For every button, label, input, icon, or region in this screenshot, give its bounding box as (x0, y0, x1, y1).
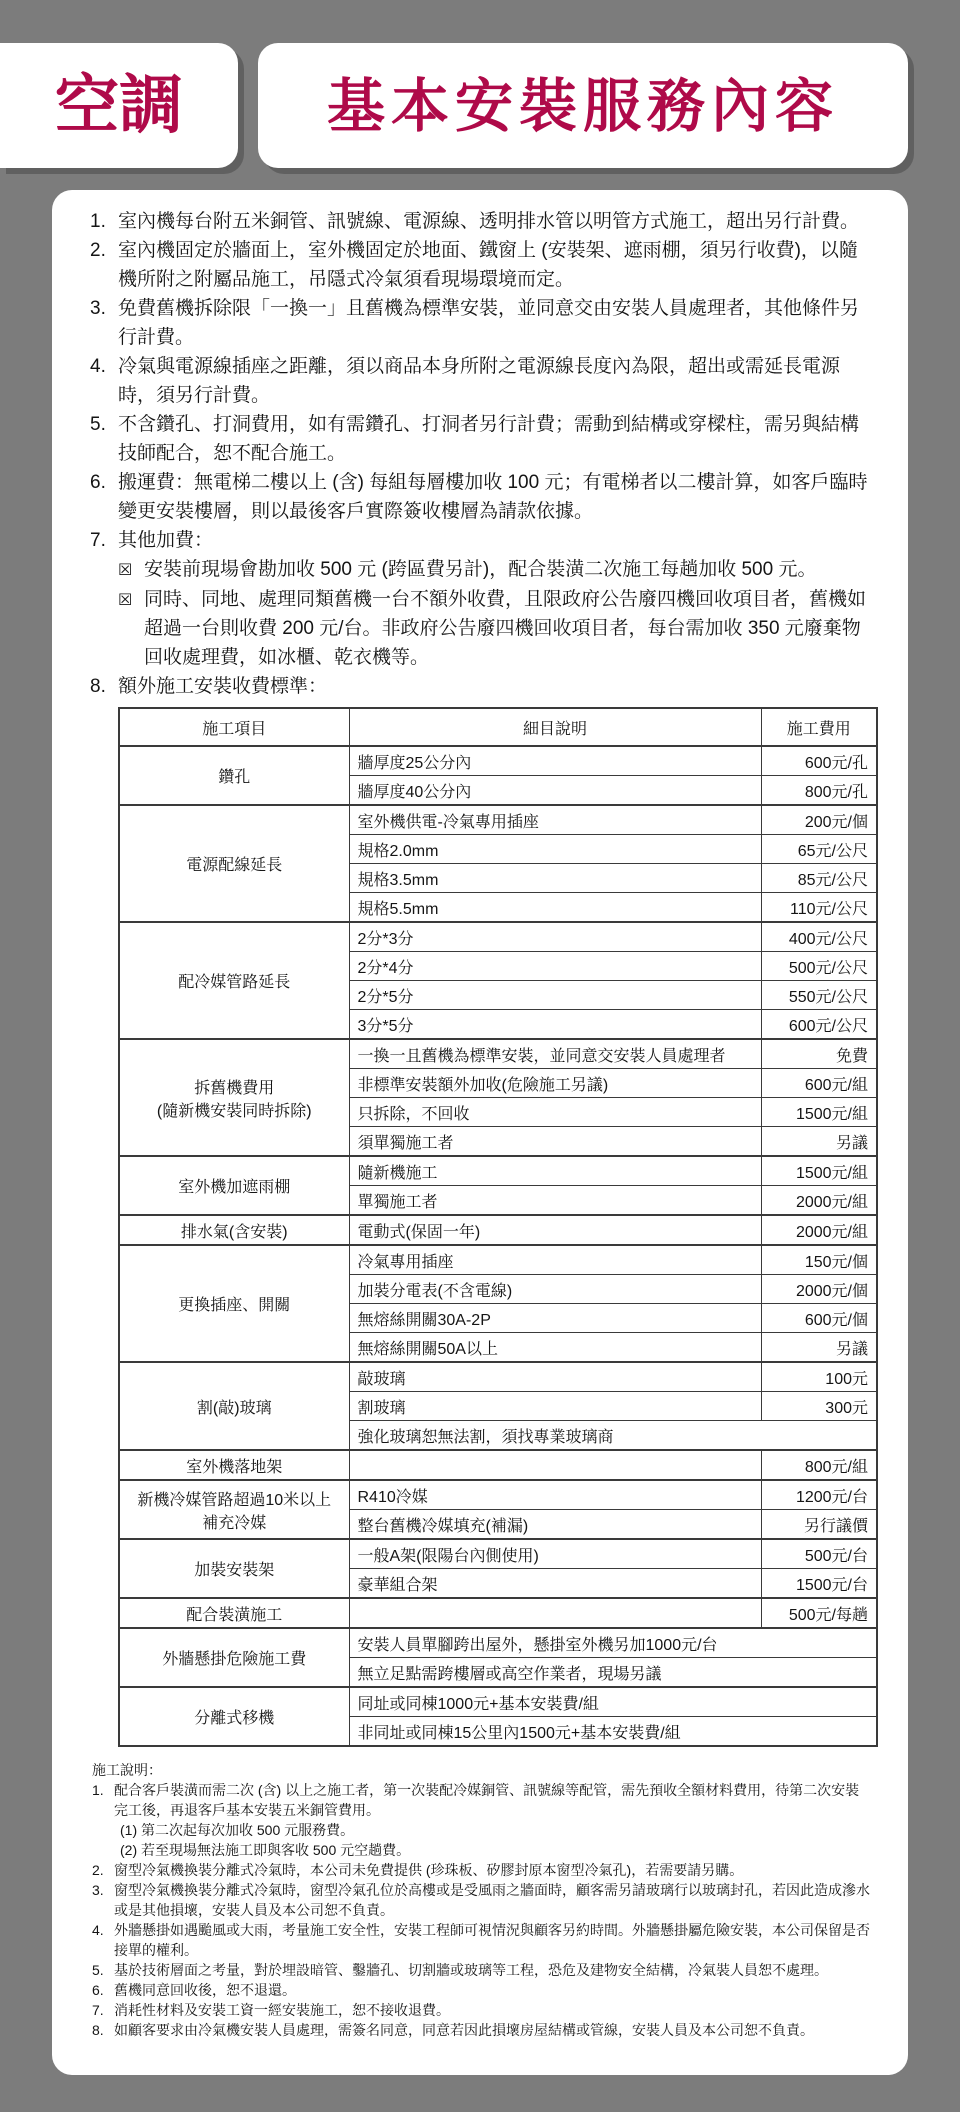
desc-cell: 3分*5分 (349, 1010, 761, 1040)
category-badge (0, 43, 238, 168)
item-label: 分離式移機 (194, 1710, 275, 1727)
fee-cell: 110元/公尺 (761, 893, 877, 923)
fee-cell: 65元/公尺 (761, 835, 877, 864)
desc-cell: 電動式(保固一年) (349, 1215, 761, 1245)
note-item-5 (92, 1960, 872, 1980)
fee-cell: 500元/公尺 (761, 952, 877, 981)
desc-cell: 隨新機施工 (349, 1156, 761, 1186)
term-number: 8. (90, 676, 106, 697)
note-number: 1. (92, 1782, 104, 1798)
item-cell (119, 1480, 349, 1539)
note-subline: (1) 第二次起每次加收 500 元服務費。 (120, 1822, 355, 1838)
desc-fee-merged-cell: 安裝人員單腳跨出屋外，懸掛室外機另加1000元/台 (349, 1628, 877, 1658)
page-title: 基本安裝服務內容 (326, 71, 839, 140)
note-number: 6. (92, 1982, 104, 1998)
fee-cell: 2000元/組 (761, 1186, 877, 1216)
desc-cell: 敲玻璃 (349, 1362, 761, 1392)
fee-cell: 免費 (761, 1039, 877, 1069)
note-text (114, 1920, 872, 1960)
fee-table (118, 707, 878, 1747)
note-number: 3. (92, 1882, 104, 1898)
note-item-2 (92, 1860, 872, 1880)
item-cell (119, 1215, 349, 1245)
note-text (114, 2020, 872, 2040)
desc-cell: 整台舊機冷媒填充(補漏) (349, 1510, 761, 1540)
notes-section (90, 1760, 872, 2040)
item-cell (119, 1362, 349, 1450)
note-item-4 (92, 1920, 872, 1960)
note-text-main: 消耗性材料及安裝工資一經安裝施工，恕不接收退費。 (114, 2002, 450, 2018)
note-text (114, 1960, 872, 1980)
fee-table-row (119, 1480, 877, 1510)
item-label: 排水氣(含安裝) (180, 1223, 288, 1241)
item-label: 鑽孔 (218, 769, 251, 786)
fee-table-row (119, 746, 877, 776)
desc-cell: 非標準安裝額外加收(危險施工另議) (349, 1069, 761, 1098)
desc-cell: 規格5.5mm (349, 893, 761, 923)
note-text-main: 舊機同意回收後，恕不退還。 (114, 1982, 296, 1998)
note-text-main: 配合客戶裝潢而需二次 (含) 以上之施工者，第一次裝配冷媒銅管、訊號線等配管，需先預收全額材料費用，待第二次安裝完工後，再退客戶基本安裝五米銅管費用。 (114, 1782, 860, 1818)
item-cell (119, 1687, 349, 1746)
term-text: 冷氣與電源線插座之距離，須以商品本身所附之電源線長度內為限，超出或需延長電源時，須另行計費。 (118, 356, 841, 406)
fee-cell: 300元 (761, 1392, 877, 1421)
fee-cell: 550元/公尺 (761, 981, 877, 1010)
item-label: 外牆懸掛危險施工費 (162, 1651, 307, 1668)
item-cell (119, 1039, 349, 1156)
note-text (114, 1980, 872, 2000)
desc-fee-merged-cell: 非同址或同棟15公里內1500元+基本安裝費/組 (349, 1717, 877, 1747)
desc-cell: 規格2.0mm (349, 835, 761, 864)
desc-cell: 牆厚度40公分內 (349, 776, 761, 806)
note-text (114, 1880, 872, 1920)
desc-cell (349, 1450, 761, 1480)
fee-table-row (119, 1450, 877, 1480)
item-cell (119, 1539, 349, 1598)
fee-cell: 2000元/組 (761, 1215, 877, 1245)
note-item-3 (92, 1880, 872, 1920)
desc-cell: 冷氣專用插座 (349, 1245, 761, 1275)
note-text (114, 1860, 872, 1880)
term-item-5 (90, 410, 872, 468)
fee-table-row (119, 1215, 877, 1245)
note-number: 4. (92, 1922, 104, 1938)
document-panel (52, 190, 908, 2075)
term-text: 其他加費： (118, 530, 214, 551)
fee-cell: 150元/個 (761, 1245, 877, 1275)
page-title-box (258, 43, 908, 168)
term-number: 5. (90, 414, 106, 435)
item-cell (119, 1156, 349, 1215)
term-item-8 (90, 672, 872, 701)
item-label: 配冷媒管路延長 (178, 974, 291, 991)
fee-table-row (119, 1539, 877, 1569)
fee-cell: 600元/組 (761, 1069, 877, 1098)
notes-list (90, 1780, 872, 2040)
item-label: 新機冷媒管路超過10米以上 (137, 1491, 332, 1509)
desc-fee-merged-cell: 同址或同棟1000元+基本安裝費/組 (349, 1687, 877, 1717)
item-cell (119, 1450, 349, 1480)
term-number: 1. (90, 211, 106, 232)
fee-cell: 800元/組 (761, 1450, 877, 1480)
term-subitem (118, 555, 872, 585)
desc-fee-merged-cell: 強化玻璃恕無法割，須找專業玻璃商 (349, 1421, 877, 1451)
item-label-line2: 補充冷媒 (202, 1514, 267, 1532)
desc-cell: 無熔絲開關50A以上 (349, 1333, 761, 1363)
desc-cell: 須單獨施工者 (349, 1127, 761, 1157)
desc-cell: 單獨施工者 (349, 1186, 761, 1216)
fee-table-row (119, 1156, 877, 1186)
term-subitem-text: 安裝前現場會勘加收 500 元 (跨區費另計)，配合裝潢二次施工每趟加收 500 元。 (144, 559, 817, 580)
desc-cell: 無熔絲開關30A-2P (349, 1304, 761, 1333)
desc-cell: 牆厚度25公分內 (349, 746, 761, 776)
fee-cell: 2000元/個 (761, 1275, 877, 1304)
term-item-6 (90, 468, 872, 526)
term-number: 6. (90, 472, 106, 493)
item-label: 電源配線延長 (186, 857, 283, 874)
note-text-main: 如顧客要求由冷氣機安裝人員處理，需簽名同意，同意若因此損壞房屋結構或管線，安裝人員及本公司恕不負責。 (114, 2022, 814, 2038)
term-text: 額外施工安裝收費標準： (118, 676, 328, 697)
note-item-6 (92, 1980, 872, 2000)
note-number: 7. (92, 2002, 104, 2018)
note-item-7 (92, 2000, 872, 2020)
fee-table-row (119, 1598, 877, 1628)
term-number: 3. (90, 298, 106, 319)
fee-table-header-row (119, 708, 877, 746)
item-label: 加裝安裝架 (194, 1562, 275, 1579)
desc-cell: 一般A架(限陽台內側使用) (349, 1539, 761, 1569)
fee-table-row (119, 1687, 877, 1717)
item-label: 割(敲)玻璃 (196, 1399, 272, 1417)
fee-table-header-item: 施工項目 (119, 708, 349, 746)
fee-cell: 800元/孔 (761, 776, 877, 806)
desc-cell: 規格3.5mm (349, 864, 761, 893)
note-text (114, 2000, 872, 2020)
checkbox-x-icon: ☒ (118, 592, 133, 609)
desc-cell: R410冷媒 (349, 1480, 761, 1510)
term-text: 室內機每台附五米銅管、訊號線、電源線、透明排水管以明管方式施工，超出另行計費。 (118, 211, 860, 232)
fee-cell: 600元/孔 (761, 746, 877, 776)
desc-cell: 割玻璃 (349, 1392, 761, 1421)
desc-cell: 2分*5分 (349, 981, 761, 1010)
item-label: 室外機加遮雨棚 (178, 1179, 291, 1196)
fee-cell: 400元/公尺 (761, 922, 877, 952)
item-cell (119, 922, 349, 1039)
fee-table-header-fee: 施工費用 (761, 708, 877, 746)
notes-title: 施工說明： (92, 1762, 162, 1778)
note-item-1 (92, 1780, 872, 1860)
fee-table-row (119, 1628, 877, 1658)
note-item-8 (92, 2020, 872, 2040)
fee-cell: 600元/公尺 (761, 1010, 877, 1040)
item-cell (119, 1628, 349, 1687)
note-subline: (2) 若至現場無法施工即與客收 500 元空趟費。 (120, 1842, 411, 1858)
term-number: 4. (90, 356, 106, 377)
fee-table-row (119, 805, 877, 835)
item-label: 更換插座、開關 (178, 1297, 291, 1314)
item-cell (119, 746, 349, 805)
fee-cell: 100元 (761, 1362, 877, 1392)
note-text-main: 窗型冷氣機換裝分離式冷氣時，窗型冷氣孔位於高樓或是受風雨之牆面時，顧客需另請玻璃行以玻璃封孔，若因此造成滲水或是其他損壞，安裝人員及本公司恕不負責。 (114, 1882, 870, 1918)
desc-cell: 室外機供電-冷氣專用插座 (349, 805, 761, 835)
category-badge-label: 空調 (55, 67, 183, 143)
desc-cell: 一換一且舊機為標準安裝，並同意交安裝人員處理者 (349, 1039, 761, 1069)
item-label: 拆舊機費用 (194, 1079, 275, 1097)
term-item-2 (90, 236, 872, 294)
note-text-main: 窗型冷氣機換裝分離式冷氣時，本公司未免費提供 (珍珠板、矽膠封原本窗型冷氣孔)，若需要請另購。 (114, 1862, 744, 1878)
fee-cell: 另行議價 (761, 1510, 877, 1540)
checkbox-x-icon: ☒ (118, 562, 133, 579)
fee-table-row (119, 922, 877, 952)
term-number: 7. (90, 530, 106, 551)
desc-fee-merged-cell: 無立足點需跨樓層或高空作業者，現場另議 (349, 1658, 877, 1688)
terms-list (90, 207, 872, 701)
fee-cell: 85元/公尺 (761, 864, 877, 893)
fee-cell: 200元/個 (761, 805, 877, 835)
term-text: 免費舊機拆除限「一換一」且舊機為標準安裝，並同意交由安裝人員處理者，其他條件另行計費。 (118, 298, 860, 348)
desc-cell: 加裝分電表(不含電線) (349, 1275, 761, 1304)
term-subitem (118, 585, 872, 672)
term-text: 室內機固定於牆面上，室外機固定於地面、鐵窗上 (安裝架、遮雨棚，須另行收費)，以隨機所附之附屬品施工，吊隱式冷氣須看現場環境而定。 (118, 240, 858, 290)
desc-cell: 2分*3分 (349, 922, 761, 952)
fee-cell: 500元/台 (761, 1539, 877, 1569)
desc-cell (349, 1598, 761, 1628)
fee-cell: 1500元/組 (761, 1098, 877, 1127)
term-item-3 (90, 294, 872, 352)
desc-cell: 2分*4分 (349, 952, 761, 981)
fee-table-header-desc: 細目說明 (349, 708, 761, 746)
term-item-1 (90, 207, 872, 236)
desc-cell: 豪華組合架 (349, 1569, 761, 1599)
fee-table-body (119, 746, 877, 1746)
note-number: 5. (92, 1962, 104, 1978)
note-text (114, 1780, 872, 1860)
term-text: 搬運費：無電梯二樓以上 (含) 每組每層樓加收 100 元；有電梯者以二樓計算，如客戶臨時變更安裝樓層，則以最後客戶實際簽收樓層為請款依據。 (118, 472, 868, 522)
item-cell (119, 805, 349, 922)
fee-table-row (119, 1362, 877, 1392)
fee-cell: 1500元/組 (761, 1156, 877, 1186)
item-label-line2: (隨新機安裝同時拆除) (156, 1102, 312, 1120)
note-text-main: 基於技術層面之考量，對於埋設暗管、鑿牆孔、切割牆或玻璃等工程，恐危及建物安全結構，冷氣裝人員恕不處理。 (114, 1962, 828, 1978)
term-subitem-text: 同時、同地、處理同類舊機一台不額外收費，且限政府公告廢四機回收項目者，舊機如超過一台則收費 200 元/台。非政府公告廢四機回收項目者，每台需加收 350 元廢棄物回收處理費，如冰櫃、乾衣機等。 (144, 589, 867, 668)
item-label: 配合裝潢施工 (186, 1606, 283, 1624)
note-text-main: 外牆懸掛如遇颱風或大雨，考量施工安全性，安裝工程師可視情況與顧客另約時間。外牆懸掛屬危險安裝，本公司保留是否接單的權利。 (114, 1922, 870, 1958)
item-cell (119, 1245, 349, 1362)
fee-cell: 另議 (761, 1333, 877, 1363)
term-item-4 (90, 352, 872, 410)
fee-cell: 1200元/台 (761, 1480, 877, 1510)
note-number: 8. (92, 2022, 104, 2038)
note-number: 2. (92, 1862, 104, 1878)
term-number: 2. (90, 240, 106, 261)
term-item-7 (90, 526, 872, 555)
fee-table-row (119, 1039, 877, 1069)
item-cell (119, 1598, 349, 1628)
fee-cell: 1500元/台 (761, 1569, 877, 1599)
desc-cell: 只拆除，不回收 (349, 1098, 761, 1127)
fee-table-row (119, 1245, 877, 1275)
fee-cell: 另議 (761, 1127, 877, 1157)
item-label: 室外機落地架 (186, 1458, 283, 1476)
fee-cell: 600元/個 (761, 1304, 877, 1333)
fee-cell: 500元/每趟 (761, 1598, 877, 1628)
term-text: 不含鑽孔、打洞費用，如有需鑽孔、打洞者另行計費；需動到結構或穿樑柱，需另與結構技師配合，恕不配合施工。 (118, 414, 860, 464)
